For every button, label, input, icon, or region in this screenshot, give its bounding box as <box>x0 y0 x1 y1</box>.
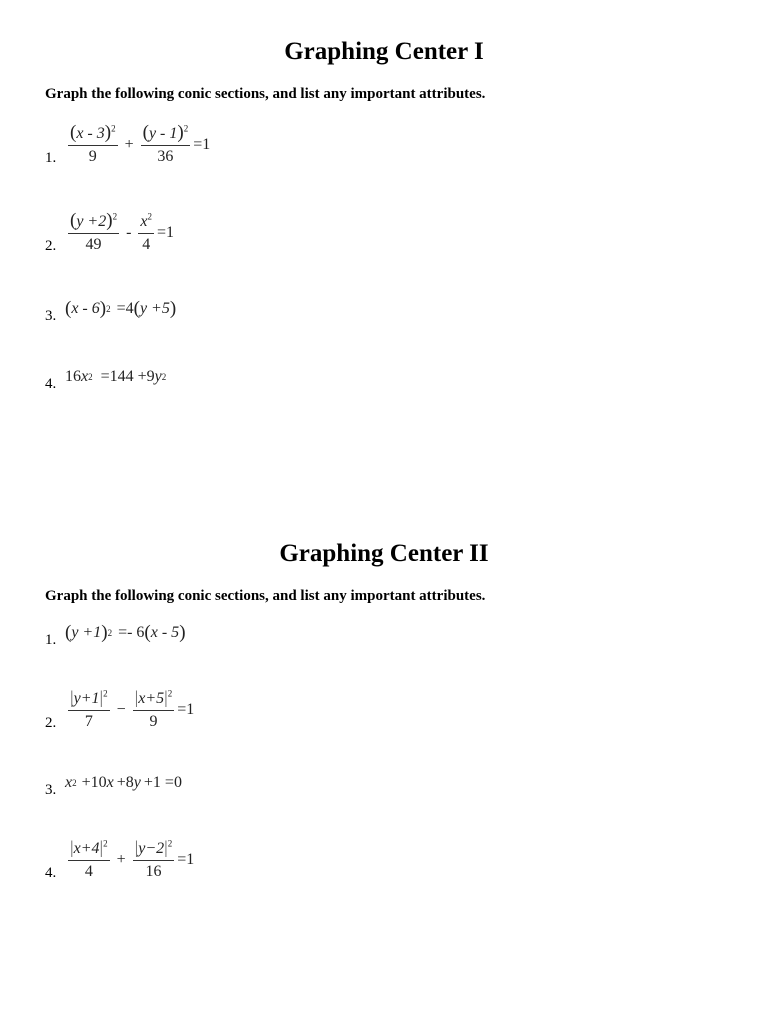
problem-number: 2. <box>45 238 57 254</box>
denominator: 9 <box>88 148 97 165</box>
fraction: $\frac{|x+5|^2}{9}$ <box>134 687 173 730</box>
problem-4 <box>45 368 166 392</box>
problem-number: 1. <box>45 150 57 166</box>
equation <box>65 838 194 881</box>
section-title: Graphing Center II <box>279 540 489 567</box>
right-hand-side: =1 <box>177 850 195 868</box>
numerator: y - 1 <box>148 125 178 142</box>
denominator: 7 <box>84 713 93 730</box>
numerator: y−2 <box>138 840 165 857</box>
problem-number: 3. <box>45 308 57 324</box>
operator: + <box>124 136 134 153</box>
equation: ( x - 6 ) 2 =4 ( y +5 ) <box>65 298 177 319</box>
equation: ( y +1 ) 2 =- 6 ( x - 5 ) <box>65 622 186 643</box>
graphing-center-2 <box>0 538 768 881</box>
problem-3 <box>45 298 176 324</box>
equation <box>65 688 194 731</box>
lhs-base: x - 6 <box>71 300 100 317</box>
section-title: Graphing Center I <box>284 38 484 65</box>
problem-2 <box>45 688 194 731</box>
numerator: x+5 <box>138 690 165 707</box>
denominator: 36 <box>157 148 174 165</box>
problem-number: 2. <box>45 715 57 731</box>
graphing-center-1 <box>0 36 768 392</box>
problem-number: 1. <box>45 632 57 648</box>
problem-number: 4. <box>45 865 57 881</box>
denominator: 4 <box>84 863 93 880</box>
equation <box>65 212 174 254</box>
numerator: x - 3 <box>76 125 105 142</box>
problem-4 <box>45 838 194 881</box>
fraction: $\frac{x^2}{4}$ <box>140 211 152 253</box>
fraction: $\frac{(x - 3)^2}{9}$ <box>70 122 116 165</box>
rhs-base: x - 5 <box>150 624 180 641</box>
problem-number: 4. <box>45 376 57 392</box>
lhs-base: y +1 <box>71 624 102 641</box>
fraction: $\frac{(y - 1)^2}{36}$ <box>142 122 189 165</box>
problem-2 <box>45 212 174 254</box>
right-hand-side: =1 <box>177 700 195 718</box>
fraction: $\frac{|x+4|^2}{4}$ <box>70 837 108 880</box>
equation <box>65 124 210 166</box>
rhs-base: y +5 <box>139 300 170 317</box>
instructions: Graph the following conic sections, and list any important attributes. <box>45 588 486 604</box>
numerator: y +2 <box>76 213 107 230</box>
operator: - <box>126 224 132 241</box>
denominator: 49 <box>85 236 102 253</box>
equation: x 2 +10 x +8 y +1 =0 <box>65 774 182 791</box>
numerator: x <box>140 212 148 230</box>
operator: + <box>116 850 126 868</box>
problem-3 <box>45 774 182 798</box>
denominator: 16 <box>145 863 162 880</box>
fraction: $\frac{|y-2|^2}{16}$ <box>134 837 173 880</box>
fraction: $\frac{|y+1|^2}{7}$ <box>70 687 108 730</box>
problem-number: 3. <box>45 782 57 798</box>
numerator: x+4 <box>73 840 100 857</box>
denominator: 9 <box>149 713 158 730</box>
numerator: y+1 <box>73 690 100 707</box>
problem-1 <box>45 124 210 166</box>
denominator: 4 <box>142 235 151 253</box>
problem-1 <box>45 622 186 648</box>
equation: 16 x 2 =144 +9 y 2 <box>65 368 167 385</box>
fraction: $\frac{(y +2)^2}{49}$ <box>70 210 118 253</box>
instructions: Graph the following conic sections, and list any important attributes. <box>45 86 486 102</box>
right-hand-side: =1 <box>157 224 175 241</box>
equals-coefficient: =4 <box>116 300 134 317</box>
right-hand-side: =1 <box>193 136 211 153</box>
equals-coefficient: =- 6 <box>118 624 145 641</box>
operator: − <box>116 700 126 718</box>
